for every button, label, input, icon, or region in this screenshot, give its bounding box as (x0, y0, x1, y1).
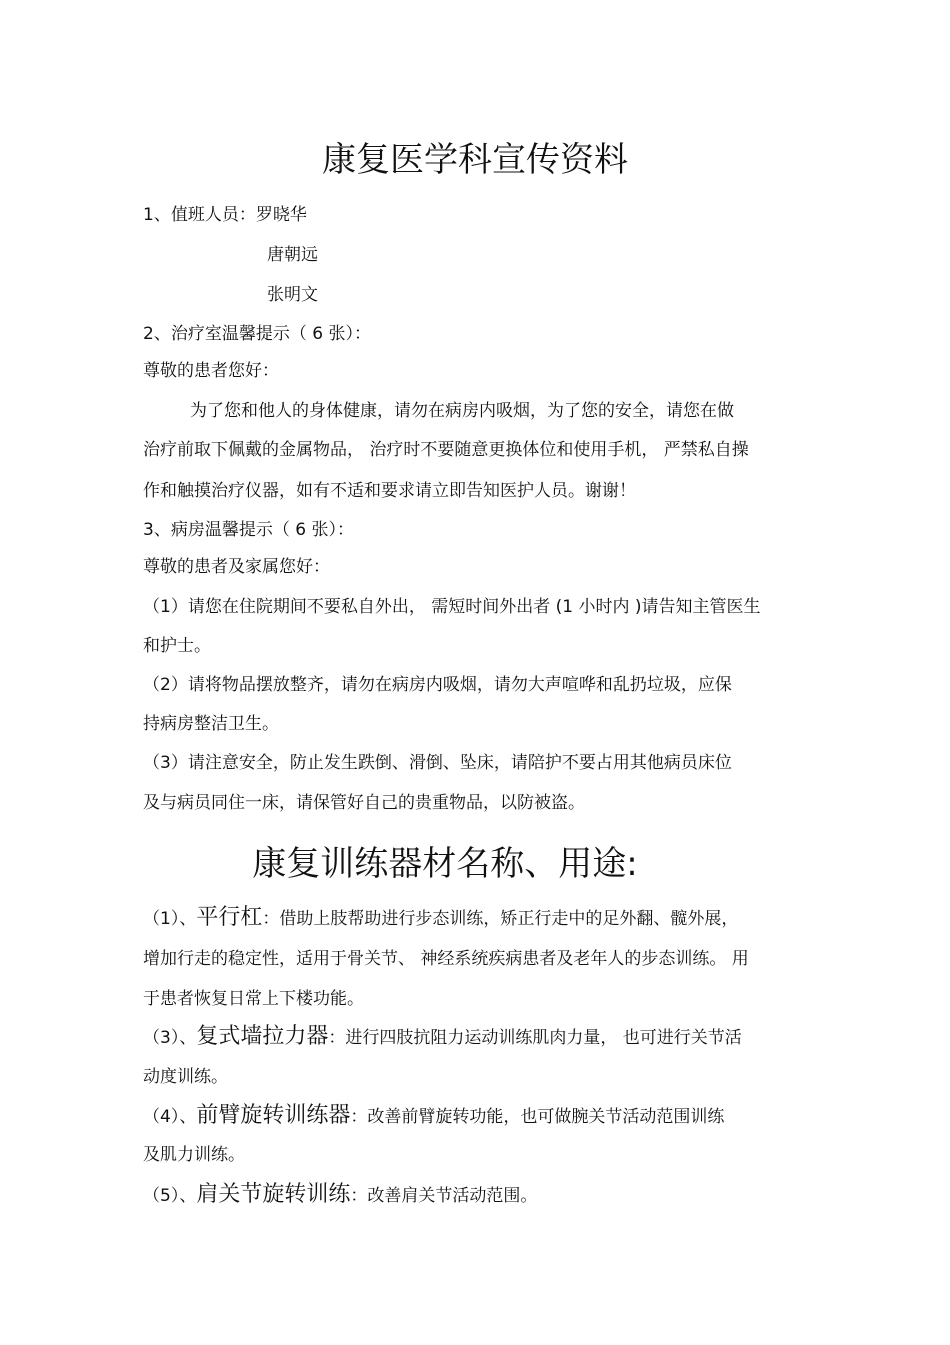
equipment-name: 复式墙拉力器 (196, 1024, 329, 1049)
staff-name: 张明文 (267, 285, 318, 305)
paragraph-line: 持病房整洁卫生。 (143, 714, 279, 734)
equipment-name: 前臂旋转训练器 (196, 1103, 351, 1128)
equipment-prefix: （3）、 (143, 1028, 197, 1048)
paragraph-line: 及与病员同住一床，请保管好自己的贵重物品，以防被盗。 (143, 793, 585, 813)
equipment-desc: ：进行四肢抗阻力运动训练肌肉力量， 也可进行关节活 (328, 1028, 742, 1048)
paragraph-line: 动度训练。 (143, 1067, 228, 1087)
page-title: 康复医学科宣传资料 (322, 140, 628, 180)
equipment-title: 康复训练器材名称、用途: (252, 844, 638, 884)
paragraph-line: 增加行走的稳定性，适用于骨关节、 神经系统疾病患者及老年人的步态训练。 用 (143, 949, 749, 969)
paragraph-line: 作和触摸治疗仪器，如有不适和要求请立即告知医护人员。谢谢！ (143, 481, 636, 501)
paragraph-line: 治疗前取下佩戴的金属物品， 治疗时不要随意更换体位和使用手机， 严禁私自操 (143, 440, 749, 460)
paragraph-line: 为了您和他人的身体健康，请勿在病房内吸烟，为了您的安全，请您在做 (190, 401, 734, 421)
paragraph-line: （2）请将物品摆放整齐，请勿在病房内吸烟，请勿大声喧哗和乱扔垃圾，应保 (143, 675, 732, 695)
equipment-desc: ：改善前臂旋转功能，也可做腕关节活动范围训练 (350, 1107, 725, 1127)
section3-greeting: 尊敬的患者及家属您好： (143, 557, 330, 577)
equipment-prefix: （1）、 (143, 909, 197, 929)
paragraph-line: （3）请注意安全，防止发生跌倒、滑倒、坠床，请陪护不要占用其他病员床位 (143, 753, 732, 773)
equipment-item (143, 907, 738, 930)
section1-heading: 1、值班人员：罗晓华 (143, 205, 307, 225)
paragraph-line: 于患者恢复日常上下楼功能。 (143, 989, 364, 1009)
section2-greeting: 尊敬的患者您好： (143, 361, 279, 381)
section2-heading: 2、治疗室温馨提示（ 6 张）： (143, 324, 371, 344)
equipment-item (143, 1184, 537, 1207)
equipment-prefix: （5）、 (143, 1186, 197, 1206)
equipment-prefix: （4）、 (143, 1107, 197, 1127)
paragraph-line: 及肌力训练。 (143, 1145, 245, 1165)
equipment-item (143, 1105, 724, 1128)
equipment-desc: ：改善肩关节活动范围。 (350, 1186, 538, 1206)
equipment-name: 平行杠 (196, 905, 263, 930)
paragraph-line: （1）请您在住院期间不要私自外出， 需短时间外出者 (1 小时内 )请告知主管医生 (143, 597, 761, 617)
equipment-item (143, 1026, 742, 1049)
paragraph-line: 和护士。 (143, 636, 211, 656)
staff-name: 唐朝远 (267, 245, 318, 265)
section3-heading: 3、病房温馨提示（ 6 张）： (143, 520, 354, 540)
equipment-name: 肩关节旋转训练 (196, 1182, 351, 1207)
equipment-desc: ：借助上肢帮助进行步态训练，矫正行走中的足外翻、髋外展， (262, 909, 739, 929)
